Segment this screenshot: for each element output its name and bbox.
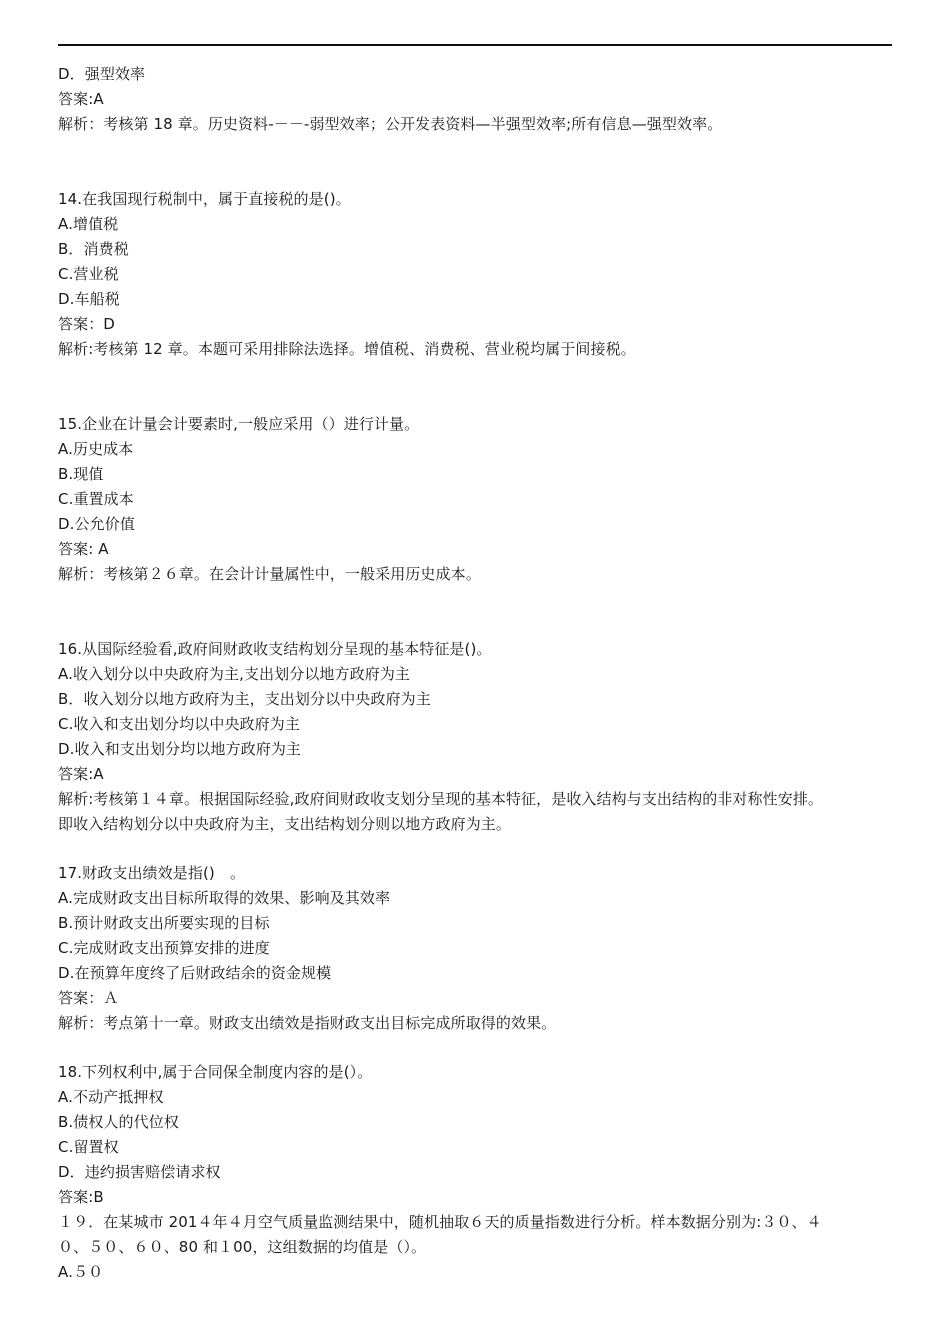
- q17-analysis: 解析：考点第十一章。财政支出绩效是指财政支出目标完成所取得的效果。: [58, 1014, 557, 1032]
- q17-question: 17.财政支出绩效是指() 。: [58, 864, 246, 882]
- spacer: [58, 137, 908, 187]
- q15-option-a: A.历史成本: [58, 440, 134, 458]
- spacer: [58, 362, 908, 412]
- q18-question: 18.下列权利中,属于合同保全制度内容的是(）。: [58, 1063, 373, 1081]
- q17-option-c: C.完成财政支出预算安排的进度: [58, 939, 270, 957]
- q16-option-d: D.收入和支出划分均以地方政府为主: [58, 740, 302, 758]
- q17-option-b: B.预计财政支出所要实现的目标: [58, 914, 270, 932]
- q18-option-c: C.留置权: [58, 1138, 119, 1156]
- q16-analysis-line-1: 解析:考核第１４章。根据国际经验,政府间财政收支划分呈现的基本特征，是收入结构与支出结构的非对称性安排。: [58, 790, 824, 808]
- q16-option-b: B．收入划分以地方政府为主，支出划分以中央政府为主: [58, 690, 431, 708]
- q16-analysis-line-2: 即收入结构划分以中央政府为主，支出结构划分则以地方政府为主。: [58, 815, 512, 833]
- q15-option-b: B.现值: [58, 465, 104, 483]
- q19-question-line-1: １９．在某城市 201４年４月空气质量监测结果中，随机抽取６天的质量指数进行分析。样本数据分别为:３０、４: [58, 1213, 822, 1231]
- q14-answer: 答案：D: [58, 315, 115, 333]
- q19-question-line-2: ０、５０、６０、80 和１00，这组数据的均值是（）。: [58, 1238, 427, 1256]
- q14-option-c: C.营业税: [58, 265, 119, 283]
- q15-analysis: 解析：考核第２６章。在会计计量属性中，一般采用历史成本。: [58, 565, 481, 583]
- q14-option-a: A.增值税: [58, 215, 119, 233]
- header-rule: [58, 44, 892, 46]
- spacer: [58, 587, 908, 637]
- q17-option-d: D.在预算年度终了后财政结余的资金规模: [58, 964, 332, 982]
- q18-option-b: B.债权人的代位权: [58, 1113, 179, 1131]
- q16-option-a: A.收入划分以中央政府为主,支出划分以地方政府为主: [58, 665, 411, 683]
- q15-question: 15.企业在计量会计要素时,一般应采用（）进行计量。: [58, 415, 420, 433]
- q15-option-d: D.公允价值: [58, 515, 135, 533]
- q13-analysis: 解析：考核第 18 章。历史资料-－－-弱型效率；公开发表资料—半强型效率;所有信息—强型效率。: [58, 115, 723, 133]
- q18-answer: 答案:B: [58, 1188, 104, 1206]
- q15-answer: 答案: A: [58, 540, 109, 558]
- q16-option-c: C.收入和支出划分均以中央政府为主: [58, 715, 300, 733]
- q19-option-a: A.５０: [58, 1263, 104, 1281]
- q14-option-b: B．消费税: [58, 240, 129, 258]
- q15-option-c: C.重置成本: [58, 490, 134, 508]
- q13-option-d: D．强型效率: [58, 65, 146, 83]
- q16-answer: 答案:A: [58, 765, 104, 783]
- q14-analysis: 解析:考核第 12 章。本题可采用排除法选择。增值税、消费税、营业税均属于间接税。: [58, 340, 636, 358]
- q18-option-d: D．违约损害赔偿请求权: [58, 1163, 221, 1181]
- q13-answer: 答案:A: [58, 90, 104, 108]
- q17-option-a: A.完成财政支出目标所取得的效果、影响及其效率: [58, 889, 391, 907]
- q14-option-d: D.车船税: [58, 290, 120, 308]
- spacer: [58, 837, 908, 861]
- q16-question: 16.从国际经验看,政府间财政收支结构划分呈现的基本特征是()。: [58, 640, 492, 658]
- document-body: [58, 62, 908, 1285]
- q14-question: 14.在我国现行税制中，属于直接税的是()。: [58, 190, 351, 208]
- q17-answer: 答案：Ａ: [58, 989, 119, 1007]
- spacer: [58, 1036, 908, 1060]
- q18-option-a: A.不动产抵押权: [58, 1088, 164, 1106]
